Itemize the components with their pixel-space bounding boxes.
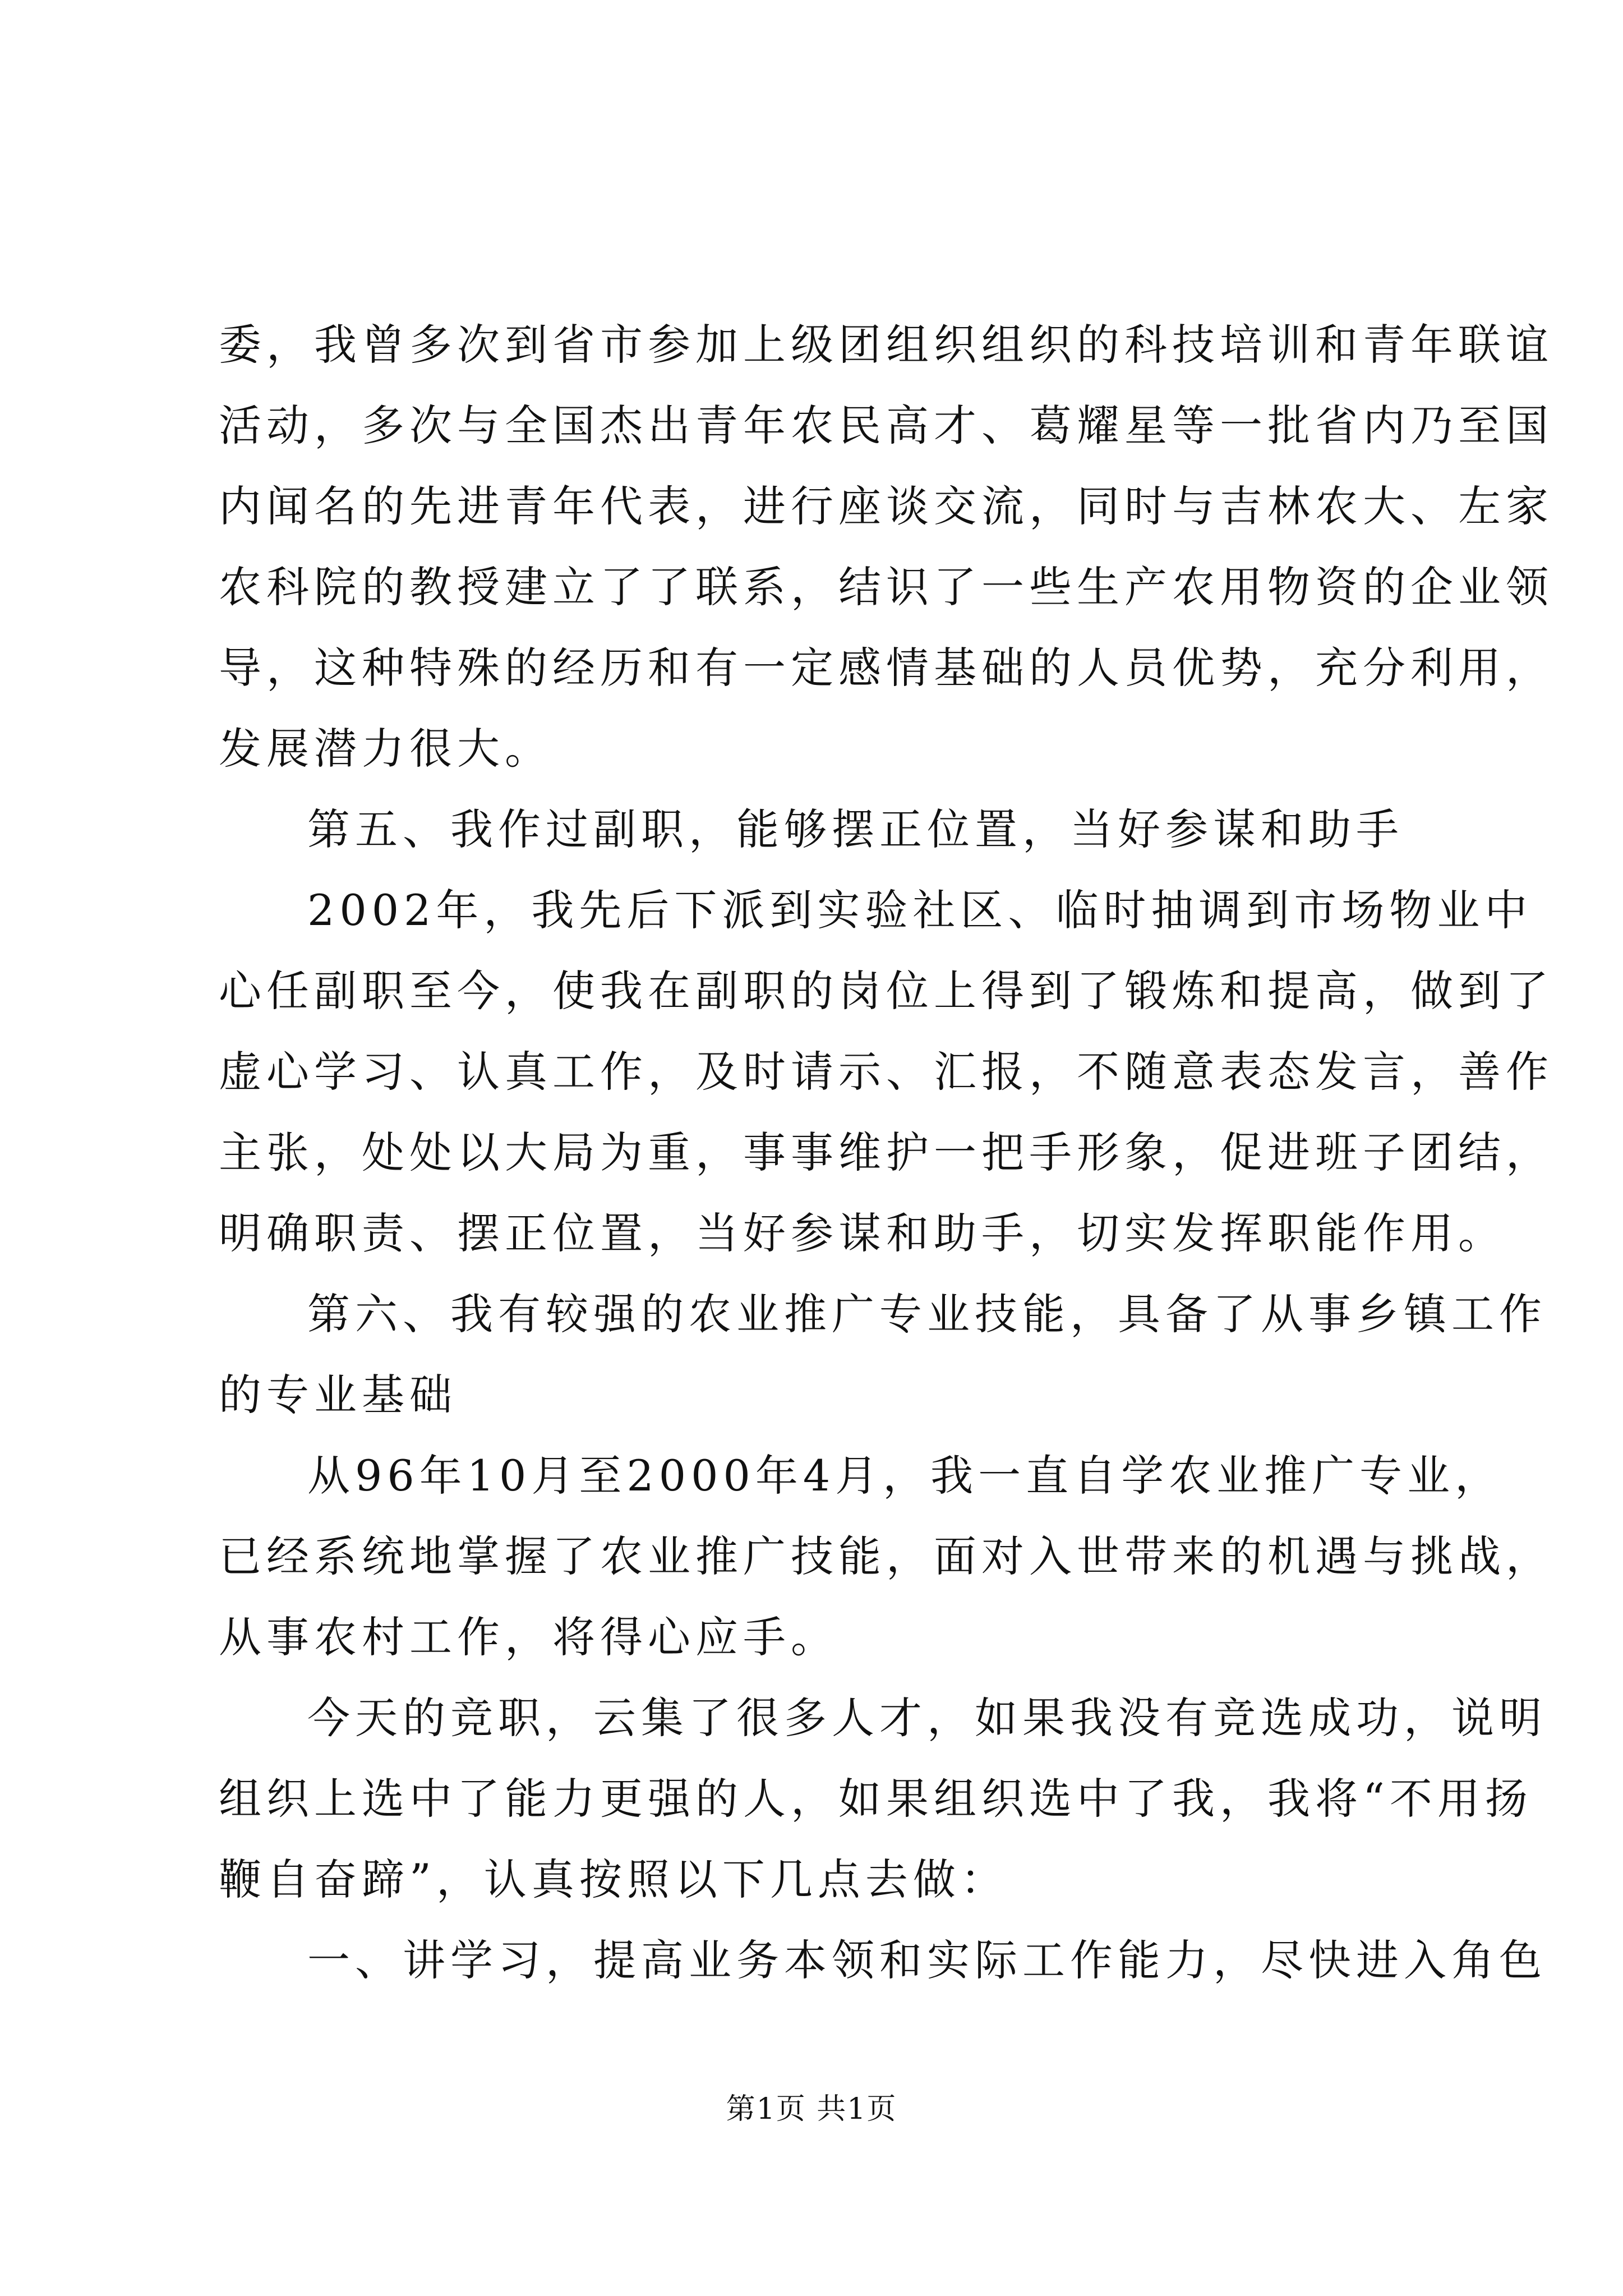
text-line: 活动，多次与全国杰出青年农民高才、葛耀星等一批省内乃至国 bbox=[219, 401, 1553, 450]
text-line: 组织上选中了能力更强的人，如果组织选中了我，我将“不用扬 bbox=[219, 1774, 1533, 1824]
text-line: 从事农村工作，将得心应手。 bbox=[219, 1612, 838, 1662]
section-heading: 的专业基础 bbox=[219, 1370, 457, 1420]
text-line: 农科院的教授建立了了联系，结识了一些生产农用物资的企业领 bbox=[219, 562, 1553, 612]
text-line: 2002年，我先后下派到实验社区、临时抽调到市场物业中 bbox=[307, 885, 1533, 935]
text-line: 鞭自奋蹄”，认真按照以下几点去做： bbox=[219, 1855, 1008, 1904]
text-line: 内闻名的先进青年代表，进行座谈交流，同时与吉林农大、左家 bbox=[219, 481, 1553, 531]
section-heading: 第五、我作过副职，能够摆正位置，当好参谋和助手 bbox=[307, 804, 1404, 854]
text-line: 已经系统地掌握了农业推广技能，面对入世带来的机遇与挑战， bbox=[219, 1531, 1553, 1581]
section-heading: 第六、我有较强的农业推广专业技能，具备了从事乡镇工作 bbox=[307, 1289, 1547, 1339]
text-line: 从96年10月至2000年4月，我一直自学农业推广专业， bbox=[307, 1451, 1503, 1501]
text-line: 心任副职至今，使我在副职的岗位上得到了锻炼和提高，做到了 bbox=[219, 966, 1553, 1016]
text-line: 今天的竞职，云集了很多人才，如果我没有竞选成功，说明 bbox=[307, 1693, 1547, 1743]
text-line: 明确职责、摆正位置，当好参谋和助手，切实发挥职能作用。 bbox=[219, 1208, 1506, 1258]
text-line: 发展潜力很大。 bbox=[219, 724, 552, 774]
page-footer: 第1页 共1页 bbox=[726, 2092, 897, 2126]
text-line: 委，我曾多次到省市参加上级团组织组织的科技培训和青年联谊 bbox=[219, 320, 1553, 370]
text-line: 虚心学习、认真工作，及时请示、汇报，不随意表态发言，善作 bbox=[219, 1047, 1553, 1097]
section-heading: 一、讲学习，提高业务本领和实际工作能力，尽快进入角色 bbox=[307, 1935, 1547, 1985]
text-line: 导，这种特殊的经历和有一定感情基础的人员优势，充分利用， bbox=[219, 643, 1553, 693]
text-line: 主张，处处以大局为重，事事维护一把手形象，促进班子团结， bbox=[219, 1128, 1553, 1177]
